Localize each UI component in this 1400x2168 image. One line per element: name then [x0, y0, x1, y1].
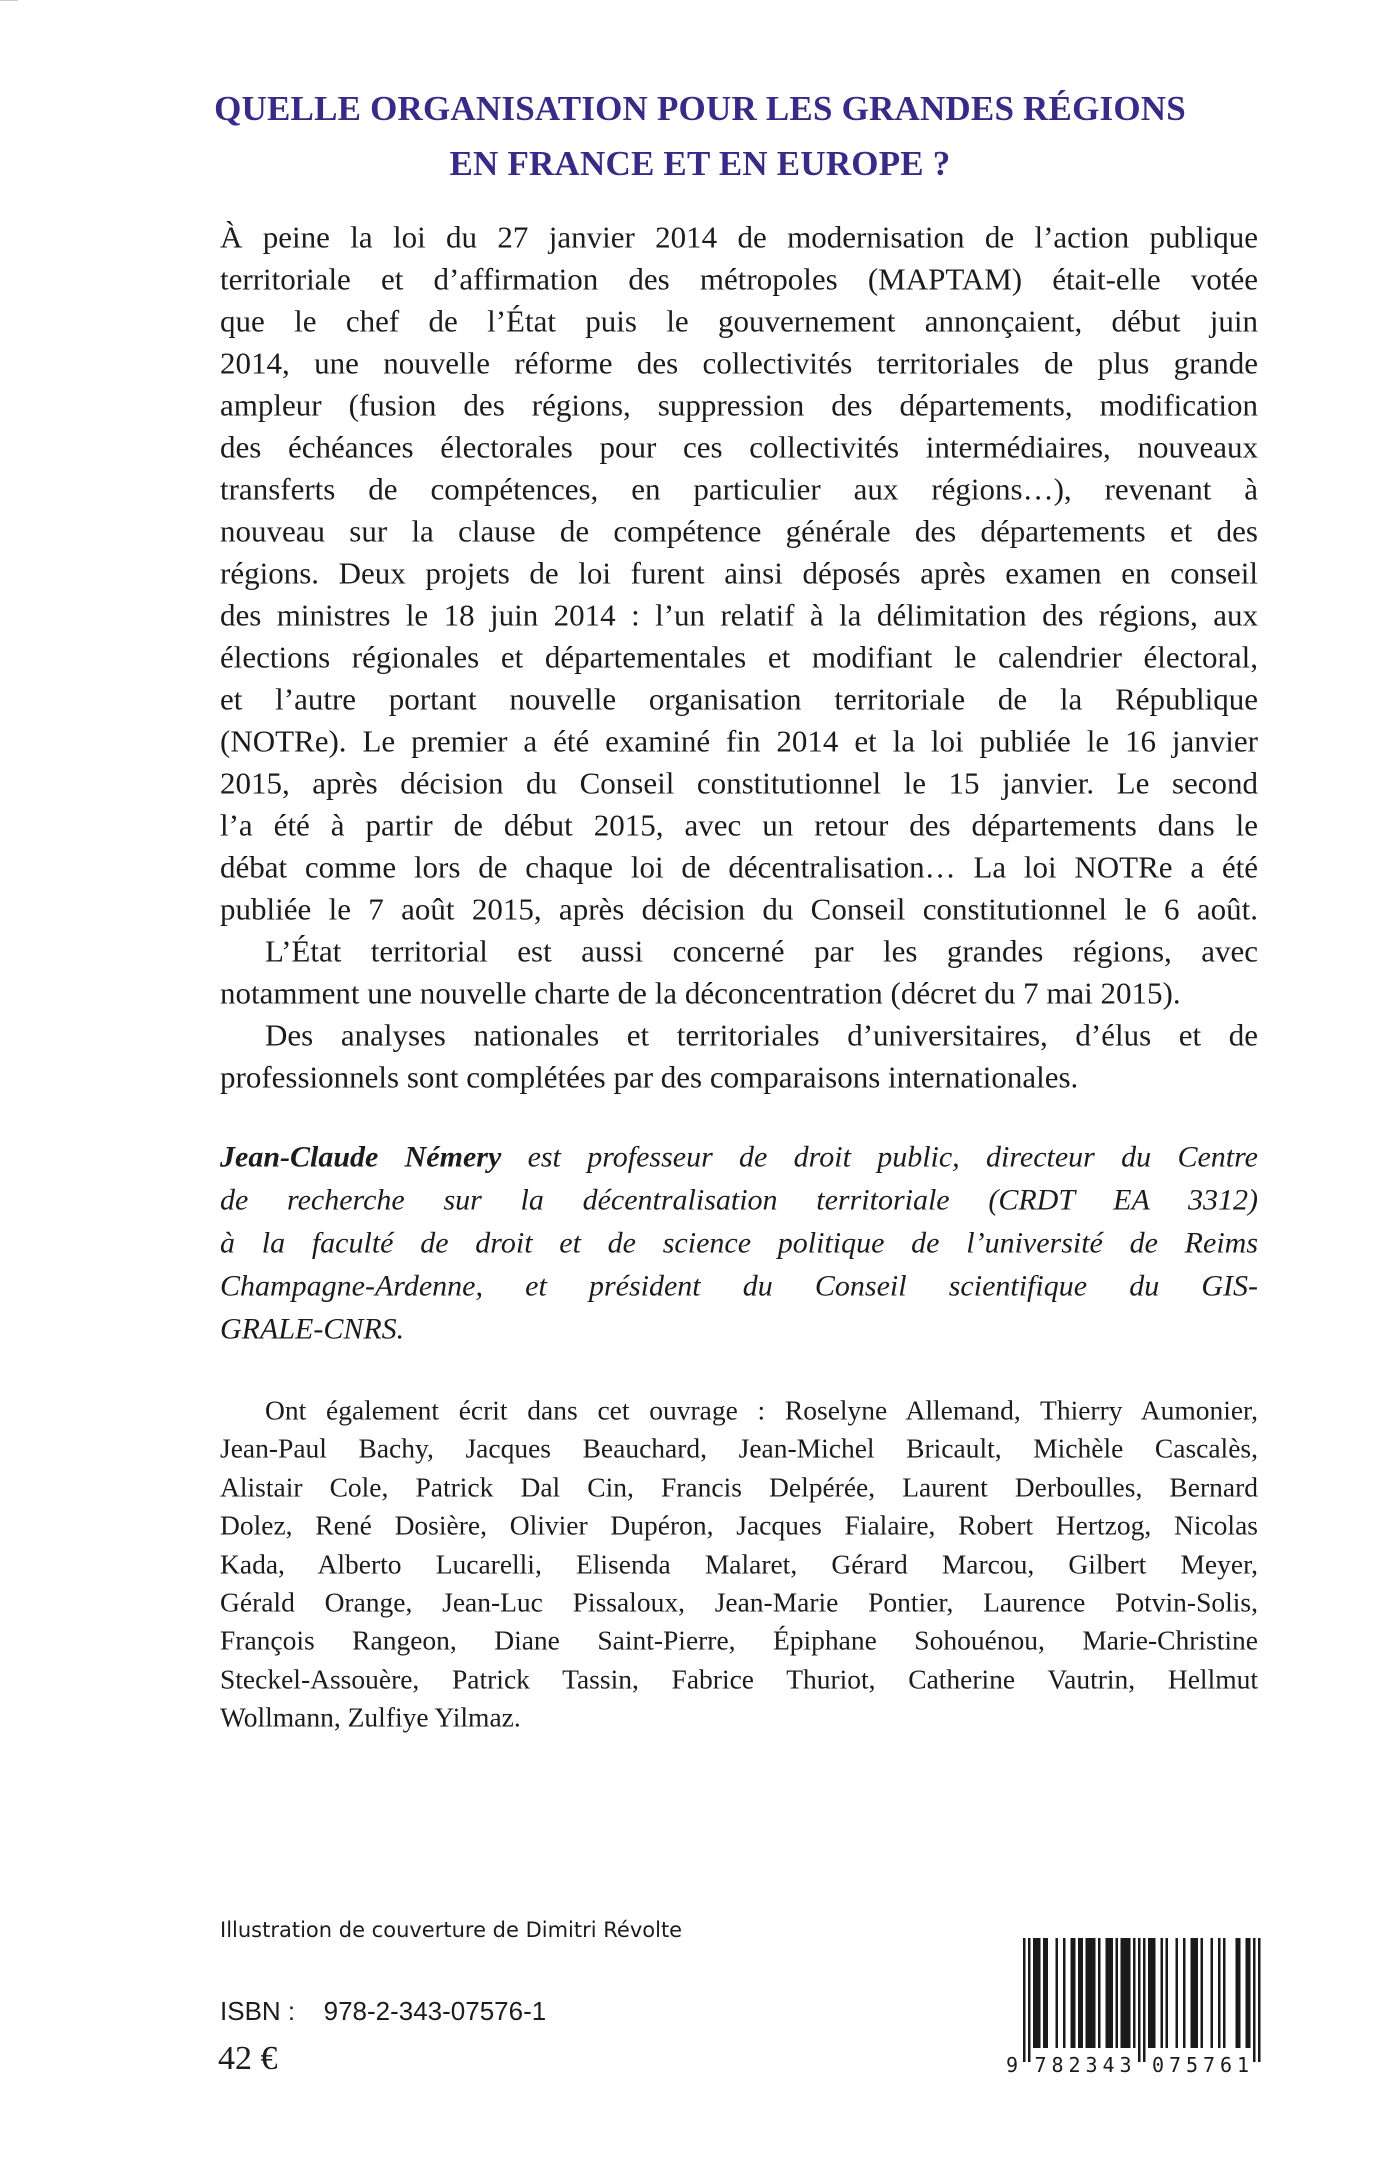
cover-title-line-1: QUELLE ORGANISATION POUR LES GRANDES RÉGIONS [214, 89, 1186, 128]
barcode-bar [1038, 1938, 1041, 2048]
author-name: Jean-Claude Némery [220, 1140, 502, 1174]
barcode-bar [1071, 1938, 1074, 2048]
barcode-bar [1196, 1938, 1199, 2048]
barcode-bar [1108, 1938, 1111, 2048]
illustration-credit: Illustration de couverture de Dimitri Révolte [220, 1918, 683, 1942]
barcode-bar [1028, 1938, 1031, 2062]
isbn [220, 1996, 546, 2027]
barcode-bar [1161, 1938, 1164, 2048]
barcode-bar [1246, 1938, 1249, 2048]
barcode-bar [1143, 1938, 1146, 2062]
barcode-bar [1088, 1938, 1091, 2048]
barcode-bar [1258, 1938, 1261, 2062]
barcode-bar [1253, 1938, 1256, 2062]
isbn-value: 978-2-343-07576-1 [323, 1996, 547, 2026]
barcode-bar [1121, 1938, 1124, 2048]
scan-artifact [0, 0, 18, 1]
isbn-barcode [1000, 1935, 1270, 2085]
barcode-bar [1138, 1938, 1141, 2062]
barcode-bar [1238, 1938, 1241, 2048]
barcode-bar [1248, 1938, 1251, 2048]
barcode-bar [1201, 1938, 1204, 2048]
barcode-bar [1148, 1938, 1151, 2048]
barcode-bar [1056, 1938, 1059, 2048]
barcode-bar [1078, 1938, 1081, 2048]
price: 42 € [218, 2040, 278, 2077]
barcode-bar [1023, 1938, 1026, 2062]
barcode-bar [1098, 1938, 1101, 2048]
barcode-bar [1153, 1938, 1156, 2048]
barcode-bar [1036, 1938, 1039, 2048]
isbn-label: ISBN : [220, 1996, 296, 2026]
barcode-bar [1151, 1938, 1154, 2048]
barcode-bar [1126, 1938, 1129, 2048]
barcode-bar [1111, 1938, 1114, 2048]
barcode-bar [1183, 1938, 1186, 2048]
barcode-bar [1191, 1938, 1194, 2048]
barcode-bar [1093, 1938, 1096, 2048]
barcode-bar [1046, 1938, 1049, 2048]
cover-title-line-2: EN FRANCE ET EN EUROPE ? [449, 144, 951, 183]
barcode-bar [1033, 1938, 1036, 2048]
barcode-bar [1086, 1938, 1089, 2048]
barcode-bar [1043, 1938, 1046, 2048]
barcode-digits: 782343 [1034, 2053, 1132, 2077]
barcode-bar [1236, 1938, 1239, 2048]
barcode-bar [1193, 1938, 1196, 2048]
barcode-bar [1081, 1938, 1084, 2048]
barcode-bar [1166, 1938, 1169, 2048]
barcode-bar [1211, 1938, 1214, 2048]
barcode-bar [1128, 1938, 1131, 2048]
barcode-bar [1133, 1938, 1136, 2048]
barcode-bar [1176, 1938, 1179, 2048]
barcode-digits: 075761 [1152, 2053, 1249, 2077]
barcode-digits: 9 [1006, 2053, 1019, 2077]
barcode-bar [1063, 1938, 1066, 2048]
barcode-bar [1106, 1938, 1109, 2048]
barcode-bar [1123, 1938, 1126, 2048]
barcode-bar [1073, 1938, 1076, 2048]
barcode-bar [1091, 1938, 1094, 2048]
barcode-bar [1218, 1938, 1221, 2048]
barcode-bar [1116, 1938, 1119, 2048]
barcode-bar [1223, 1938, 1226, 2048]
